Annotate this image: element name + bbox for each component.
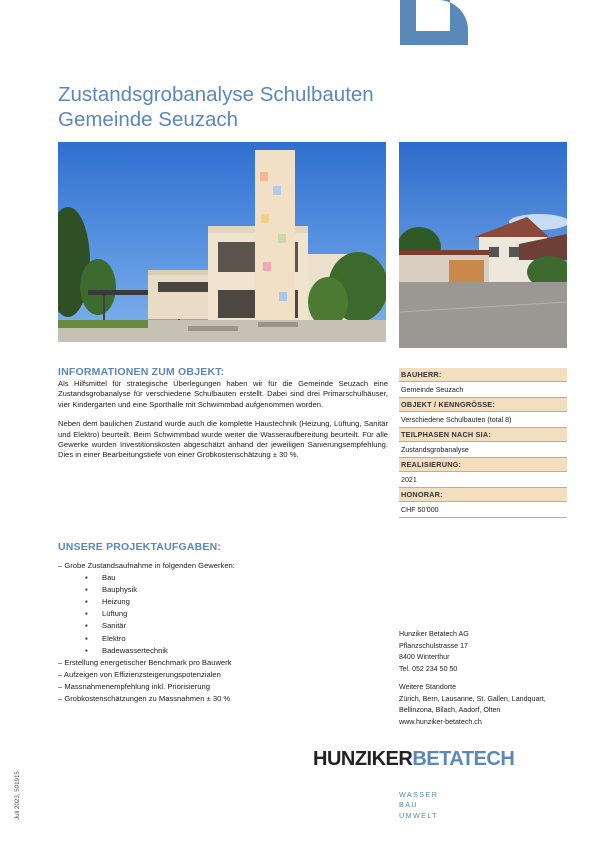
tasks-list xyxy=(58,560,388,705)
company-logo-mark xyxy=(400,0,468,45)
task-sub-item: ▪ Heizung xyxy=(58,596,388,608)
bullet-icon: ▪ xyxy=(85,573,88,583)
fact-value-realisation: 2021 xyxy=(399,472,567,488)
fact-value-client: Gemeinde Seuzach xyxy=(399,382,567,398)
division-construction: BAU xyxy=(399,800,418,810)
divisions-list xyxy=(399,790,438,821)
fact-value-object: Verschiedene Schulbauten (total 8) xyxy=(399,412,567,428)
description-paragraph-1: Als Hilfsmittel für strategische Überlegungen haben wir für die Gemeinde Seuzach eine Zustandsgrobanalyse für verschiedene Schulbauten erstellt. Dabei sind drei Primarschulhäuser, vier Kindergarten und eine Sporthalle mit Schwimmbad aufgenommen worden. xyxy=(58,379,388,409)
locations-heading: Weitere Standorte xyxy=(399,683,457,691)
company-city: 8400 Winterthur xyxy=(399,653,450,661)
bullet-icon: ▪ xyxy=(85,597,88,607)
bullet-icon: ▪ xyxy=(85,633,88,643)
fact-value-phases: Zustandsgrobanalyse xyxy=(399,442,567,458)
locations-line-1: Zürich, Bern, Lausanne, St. Gallen, Landquart, xyxy=(399,694,546,703)
fact-label-client: BAUHERR: xyxy=(399,368,567,382)
fact-label-phases: TEILPHASEN NACH SIA: xyxy=(399,428,567,442)
brand-part-2: BETATECH xyxy=(412,748,515,770)
company-street: Pflanzschulstrasse 17 xyxy=(399,641,469,650)
company-website[interactable]: www.hunziker-betatech.ch xyxy=(399,717,482,726)
bullet-icon: ▪ xyxy=(85,621,88,631)
tasks-heading: UNSERE PROJEKTAUFGABEN: xyxy=(58,541,222,553)
division-environment: UMWELT xyxy=(399,810,439,820)
project-description xyxy=(58,379,388,461)
bullet-icon: ▪ xyxy=(85,645,88,655)
task-item: – Grobkostenschätzungen zu Massnahmen ± 30 % xyxy=(58,694,231,704)
page-title xyxy=(58,82,458,132)
document-date-code: Juli 2023, 501915 xyxy=(14,771,21,820)
company-address xyxy=(399,629,567,728)
schoolyard-photo xyxy=(399,142,567,348)
division-water: WASSER xyxy=(399,790,439,799)
task-sub-item: ▪ Bauphysik xyxy=(58,584,388,596)
fact-value-fee: CHF 50'000 xyxy=(399,502,567,518)
task-sub-item: ▪ Sanitär xyxy=(58,620,388,632)
task-item-intro: – Grobe Zustandsaufnahme in folgenden Gewerken: xyxy=(58,561,235,570)
task-item: – Massnahmenempfehlung inkl. Priorisierung xyxy=(58,681,210,691)
description-paragraph-2: Neben dem baulichen Zustand wurde auch die komplette Haustechnik (Heizung, Lüftung, Sanitär und Elektro) beurteilt. Beim Schwimmbad wurde weiter die Wasseraufbereitung beurteilt. Für alle Gewerke wurden Investitionskosten abgeschätzt anhand der jeweiligen Sanierungsempfehlung. Dies in einer Bearbeitungstiefe von einer Grobkostenschätzung ± 30 %. xyxy=(58,419,388,460)
company-logo xyxy=(313,748,513,772)
fact-label-realisation: REALISIERUNG: xyxy=(399,458,567,472)
brand-part-1: HUNZIKER xyxy=(313,748,413,770)
title-line-2: Gemeinde Seuzach xyxy=(58,108,239,131)
task-sub-item: ▪ Bau xyxy=(58,572,388,584)
fact-label-object: OBJEKT / KENNGRÖSSE: xyxy=(399,398,567,412)
bullet-icon: ▪ xyxy=(85,585,88,595)
task-sub-item: ▪ Badewassertechnik xyxy=(58,645,388,657)
task-sub-item: ▪ Elektro xyxy=(58,633,388,645)
task-item: – Erstellung energetischer Benchmark pro Bauwerk xyxy=(58,657,232,667)
school-building-photo xyxy=(58,142,386,342)
task-item: – Aufzeigen von Effizienzsteigerungspotenzialen xyxy=(58,669,221,679)
fact-label-fee: HONORAR: xyxy=(399,488,567,502)
locations-line-2: Bellinzona, Bilach, Aadorf, Olten xyxy=(399,706,501,714)
info-heading: INFORMATIONEN ZUM OBJEKT: xyxy=(58,366,225,378)
company-name: Hunziker Betatech AG xyxy=(399,630,469,638)
company-phone: Tel. 052 234 50 50 xyxy=(399,664,458,673)
bullet-icon: ▪ xyxy=(85,609,88,619)
project-facts xyxy=(399,368,567,518)
title-line-1: Zustandsgrobanalyse Schulbauten xyxy=(58,83,374,106)
task-sub-item: ▪ Lüftung xyxy=(58,608,388,620)
